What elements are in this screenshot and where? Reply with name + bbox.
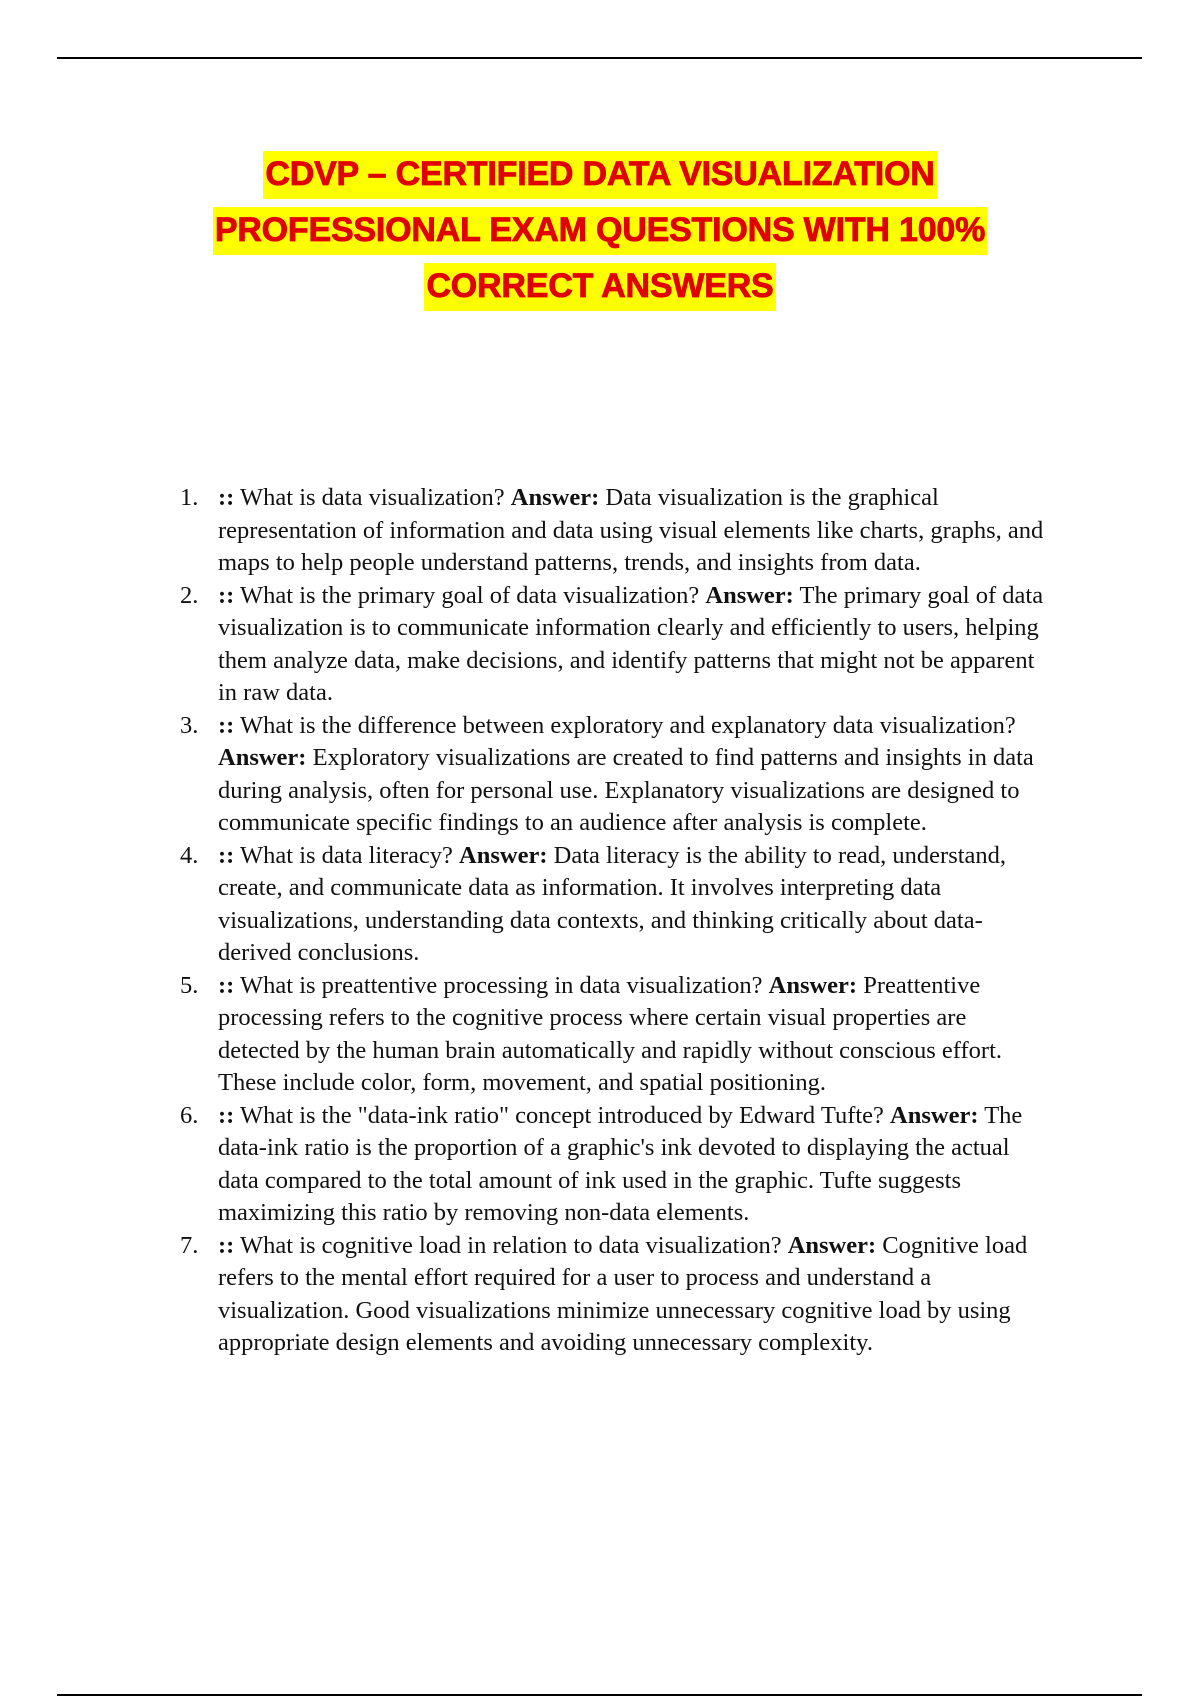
question-item	[180, 1230, 1048, 1360]
answer-text: Exploratory visualizations are created to find patterns and insights in data during analysis, often for personal use. Explanatory visualizations are designed to communicate specific findings to an audience after analysis is complete.	[218, 744, 1034, 836]
answer-label: Answer:	[459, 841, 548, 869]
question-item	[180, 580, 1048, 710]
item-number: 2.	[180, 581, 199, 609]
answer-label: Answer:	[510, 484, 600, 511]
answer-text: Data literacy is the ability to read, understand, create, and communicate data as information. It involves interpreting data visualizations, understanding data contexts, and thinking critically about data-derived conclusions.	[218, 841, 1007, 966]
item-prefix: ::	[218, 484, 235, 511]
question-item	[180, 840, 1048, 970]
answer-text: The primary goal of data visualization is to communicate information clearly and efficiently to users, helping them analyze data, make decisions, and identify patterns that might not be apparent in raw data.	[218, 581, 1044, 706]
question-item	[180, 710, 1048, 840]
item-number: 7.	[180, 1231, 199, 1259]
question-text: What is the difference between exploratory and explanatory data visualization?	[240, 711, 1016, 739]
item-number: 3.	[180, 711, 199, 739]
answer-label: Answer:	[768, 971, 858, 999]
answer-text: Preattentive processing refers to the cognitive process where certain visual properties are detected by the human brain automatically and rapidly without conscious effort. These include color, form, movement, and spatial positioning.	[218, 971, 1002, 1096]
item-prefix: ::	[218, 581, 235, 609]
question-list	[180, 482, 1060, 1360]
answer-text: Cognitive load refers to the mental effort required for a user to process and understand a visualization. Good visualizations minimize unnecessary cognitive load by using appropriate design elements and avoiding unnecessary complexity.	[218, 1231, 1028, 1356]
question-text: What is data visualization?	[240, 484, 505, 511]
answer-text: The data-ink ratio is the proportion of a graphic's ink devoted to displaying the actual data compared to the total amount of ink used in the graphic. Tufte suggests maximizing this ratio by removing non-data elements.	[218, 1101, 1023, 1226]
item-number: 6.	[180, 1101, 199, 1129]
item-prefix: ::	[218, 971, 235, 999]
document-title: CDVP – CERTIFIED DATA VISUALIZATION PROFESSIONAL EXAM QUESTIONS WITH 100% CORRECT ANSWERS	[150, 146, 1050, 314]
question-text: What is the "data-ink ratio" concept introduced by Edward Tufte?	[240, 1101, 884, 1129]
item-prefix: ::	[218, 1101, 235, 1129]
item-prefix: ::	[218, 711, 235, 739]
question-text: What is cognitive load in relation to data visualization?	[240, 1231, 782, 1259]
item-prefix: ::	[218, 1231, 235, 1259]
header-rule	[57, 57, 1142, 59]
question-item	[180, 1100, 1048, 1230]
footer-rule	[57, 1694, 1142, 1696]
question-text: What is the primary goal of data visualization?	[240, 581, 700, 609]
question-item	[180, 970, 1048, 1100]
answer-label: Answer:	[705, 581, 794, 609]
question-item	[180, 482, 1048, 580]
answer-text: Data visualization is the graphical representation of information and data using visual elements like charts, graphs, and maps to help people understand patterns, trends, and insights from data.	[218, 484, 1044, 576]
answer-label: Answer:	[890, 1101, 979, 1129]
answer-label: Answer:	[787, 1231, 877, 1259]
item-number: 1.	[180, 484, 199, 511]
item-number: 5.	[180, 971, 199, 999]
item-prefix: ::	[218, 841, 235, 869]
answer-label: Answer:	[218, 744, 307, 771]
question-text: What is data literacy?	[240, 841, 453, 869]
item-number: 4.	[180, 841, 199, 869]
question-text: What is preattentive processing in data visualization?	[240, 971, 763, 999]
